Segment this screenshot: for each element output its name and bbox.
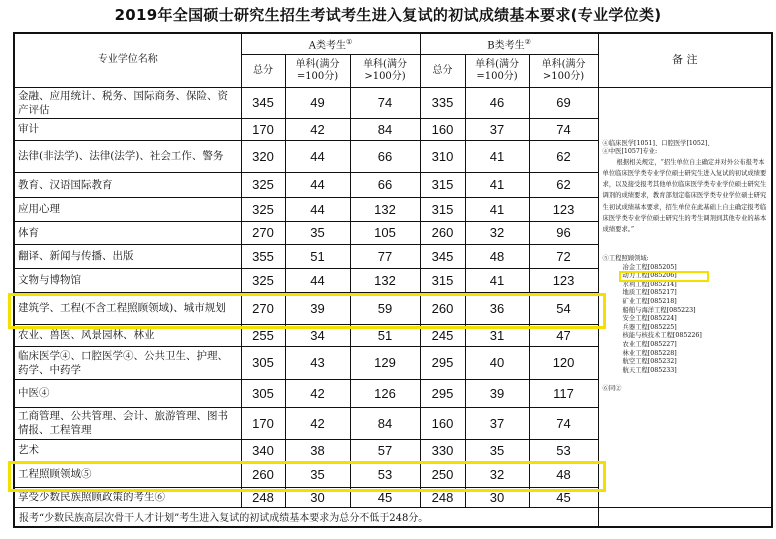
a-single100: 44	[285, 140, 350, 172]
note-4-paragraph: 根据相关规定，“招生单位自主确定并对外公布报考本单位临床医学类专业学位硕士研究生进入复试的初试成绩要求，以及接受报考其他单位临床医学类专业学位硕士研究生调剂的成绩要求，教育部划定临床医学类专业学位硕士研究生初试成绩基本要求，招生单位在此基础上自主确定报考临床医学类专业学位硕士研究生的考生调剂到其他专业的基本成绩要求。”	[602, 158, 767, 233]
a-single100: 38	[285, 439, 350, 461]
b-total: 260	[420, 221, 465, 244]
a-total: 255	[241, 324, 285, 346]
b-single100: 41	[465, 140, 529, 172]
b-single-gt100: 74	[529, 407, 598, 439]
engineering-field-item: 船舶与海洋工程[085223]	[622, 306, 696, 314]
engineering-field-item: 农业工程[085227]	[622, 341, 677, 349]
b-total: 315	[420, 197, 465, 221]
score-table	[13, 32, 773, 528]
b-single-gt100: 47	[529, 324, 598, 346]
a-single100: 35	[285, 221, 350, 244]
a-single-gt100: 59	[350, 292, 420, 324]
b-total: 160	[420, 118, 465, 140]
header-b-total: 总分	[420, 54, 465, 87]
b-single-gt100: 117	[529, 379, 598, 407]
b-total: 295	[420, 379, 465, 407]
a-single100: 44	[285, 197, 350, 221]
a-single-gt100: 84	[350, 407, 420, 439]
a-total: 320	[241, 140, 285, 172]
a-total: 340	[241, 439, 285, 461]
header-a-single100: 单科(满分 =100分)	[285, 54, 350, 87]
engineering-field-item: 林业工程[085228]	[622, 349, 677, 357]
b-single-gt100: 53	[529, 439, 598, 461]
a-single100: 43	[285, 346, 350, 379]
header-major-name: 专业学位名称	[14, 33, 241, 87]
b-single-gt100: 123	[529, 197, 598, 221]
a-single-gt100: 51	[350, 324, 420, 346]
a-total: 260	[241, 461, 285, 487]
a-single-gt100: 129	[350, 346, 420, 379]
b-single-gt100: 69	[529, 87, 598, 118]
b-single100: 35	[465, 439, 529, 461]
notes-content	[599, 88, 772, 395]
major-name: 审计	[14, 118, 241, 140]
b-total: 295	[420, 346, 465, 379]
a-total: 270	[241, 292, 285, 324]
engineering-field-item: 地质工程[085217]	[622, 289, 677, 297]
b-total: 245	[420, 324, 465, 346]
major-name: 艺术	[14, 439, 241, 461]
a-single-gt100: 74	[350, 87, 420, 118]
a-single100: 44	[285, 268, 350, 292]
a-total: 305	[241, 379, 285, 407]
note-4-line1: ④临床医学[1051]、口腔医学[1052]、	[602, 139, 714, 147]
note-highlight-box	[619, 271, 709, 282]
a-total: 270	[241, 221, 285, 244]
a-single-gt100: 126	[350, 379, 420, 407]
page-title: 2019年全国硕士研究生招生考试考生进入复试的初试成绩基本要求(专业学位类)	[114, 6, 662, 24]
b-single-gt100: 54	[529, 292, 598, 324]
header-notes: 备 注	[598, 33, 772, 87]
a-total: 325	[241, 268, 285, 292]
a-single-gt100: 132	[350, 197, 420, 221]
engineering-field-item: 航空工程[085232]	[622, 358, 677, 366]
b-single100: 41	[465, 172, 529, 197]
b-total: 260	[420, 292, 465, 324]
major-name: 体育	[14, 221, 241, 244]
footer-note: 报考“少数民族高层次骨干人才计划”考生进入复试的初试成绩基本要求为总分不低于248分。	[14, 507, 598, 527]
footer-blank	[598, 507, 772, 527]
b-single-gt100: 72	[529, 244, 598, 268]
major-name: 教育、汉语国际教育	[14, 172, 241, 197]
a-single100: 42	[285, 407, 350, 439]
a-total: 170	[241, 118, 285, 140]
major-name: 翻译、新闻与传播、出版	[14, 244, 241, 268]
b-total: 250	[420, 461, 465, 487]
a-total: 355	[241, 244, 285, 268]
a-single100: 42	[285, 118, 350, 140]
header-group-a: A类考生①	[241, 33, 420, 54]
a-single-gt100: 84	[350, 118, 420, 140]
a-single100: 44	[285, 172, 350, 197]
b-single100: 32	[465, 461, 529, 487]
b-single-gt100: 74	[529, 118, 598, 140]
a-single100: 34	[285, 324, 350, 346]
note-4-line2: ④中医[1057]专业:	[602, 148, 658, 156]
b-single100: 41	[465, 268, 529, 292]
a-total: 345	[241, 87, 285, 118]
note-6: ⑥同②	[602, 385, 622, 393]
score-table-wrapper	[13, 32, 771, 534]
a-single-gt100: 66	[350, 140, 420, 172]
b-single100: 31	[465, 324, 529, 346]
a-single100: 30	[285, 487, 350, 507]
b-single100: 30	[465, 487, 529, 507]
b-total: 315	[420, 268, 465, 292]
engineering-field-item: 矿业工程[085218]	[622, 298, 677, 306]
engineering-field-item: 冶金工程[085205]	[622, 263, 677, 271]
major-name: 享受少数民族照顾政策的考生⑥	[14, 487, 241, 507]
note-5-title: ⑤工程照顾领域:	[602, 255, 649, 263]
b-single100: 37	[465, 407, 529, 439]
engineering-field-item: 兵器工程[085225]	[622, 323, 677, 331]
b-single100: 40	[465, 346, 529, 379]
header-a-total: 总分	[241, 54, 285, 87]
a-single-gt100: 132	[350, 268, 420, 292]
engineering-field-item: 核能与核技术工程[085226]	[622, 332, 702, 340]
notes-column	[598, 87, 772, 507]
major-name: 法律(非法学)、法律(法学)、社会工作、警务	[14, 140, 241, 172]
b-single-gt100: 62	[529, 172, 598, 197]
engineering-field-item: 航天工程[085233]	[622, 366, 677, 374]
a-single100: 39	[285, 292, 350, 324]
a-total: 305	[241, 346, 285, 379]
a-single100: 51	[285, 244, 350, 268]
major-name: 工程照顾领域⑤	[14, 461, 241, 487]
b-total: 315	[420, 172, 465, 197]
a-single-gt100: 77	[350, 244, 420, 268]
major-name: 文物与博物馆	[14, 268, 241, 292]
b-single-gt100: 96	[529, 221, 598, 244]
b-single-gt100: 48	[529, 461, 598, 487]
b-total: 345	[420, 244, 465, 268]
b-single100: 41	[465, 197, 529, 221]
header-b-single100: 单科(满分 =100分)	[465, 54, 529, 87]
engineering-field-item-highlighted: 动力工程[085206]	[603, 272, 768, 281]
a-single-gt100: 66	[350, 172, 420, 197]
major-name: 中医④	[14, 379, 241, 407]
b-single100: 39	[465, 379, 529, 407]
a-single100: 42	[285, 379, 350, 407]
a-total: 248	[241, 487, 285, 507]
b-single-gt100: 120	[529, 346, 598, 379]
b-single-gt100: 45	[529, 487, 598, 507]
a-single100: 49	[285, 87, 350, 118]
header-group-b: B类考生②	[420, 33, 598, 54]
b-single100: 46	[465, 87, 529, 118]
b-total: 330	[420, 439, 465, 461]
major-name: 建筑学、工程(不含工程照顾领域)、城市规划	[14, 292, 241, 324]
a-single100: 35	[285, 461, 350, 487]
a-total: 325	[241, 197, 285, 221]
engineering-field-item: 水利工程[085214]	[622, 280, 677, 288]
b-total: 335	[420, 87, 465, 118]
table-row	[14, 87, 772, 118]
b-total: 160	[420, 407, 465, 439]
b-total: 310	[420, 140, 465, 172]
major-name: 应用心理	[14, 197, 241, 221]
b-single100: 48	[465, 244, 529, 268]
engineering-field-item: 安全工程[085224]	[622, 315, 677, 323]
b-single100: 37	[465, 118, 529, 140]
major-name: 临床医学④、口腔医学④、公共卫生、护理、药学、中药学	[14, 346, 241, 379]
b-single-gt100: 123	[529, 268, 598, 292]
a-single-gt100: 57	[350, 439, 420, 461]
b-single100: 32	[465, 221, 529, 244]
header-b-single-gt100: 单科(满分 >100分)	[529, 54, 598, 87]
header-a-single-gt100: 单科(满分 >100分)	[350, 54, 420, 87]
b-single-gt100: 62	[529, 140, 598, 172]
major-name: 农业、兽医、风景园林、林业	[14, 324, 241, 346]
a-total: 325	[241, 172, 285, 197]
a-single-gt100: 45	[350, 487, 420, 507]
b-total: 248	[420, 487, 465, 507]
major-name: 工商管理、公共管理、会计、旅游管理、图书情报、工程管理	[14, 407, 241, 439]
a-single-gt100: 105	[350, 221, 420, 244]
b-single100: 36	[465, 292, 529, 324]
a-total: 170	[241, 407, 285, 439]
a-single-gt100: 53	[350, 461, 420, 487]
major-name: 金融、应用统计、税务、国际商务、保险、资产评估	[14, 87, 241, 118]
